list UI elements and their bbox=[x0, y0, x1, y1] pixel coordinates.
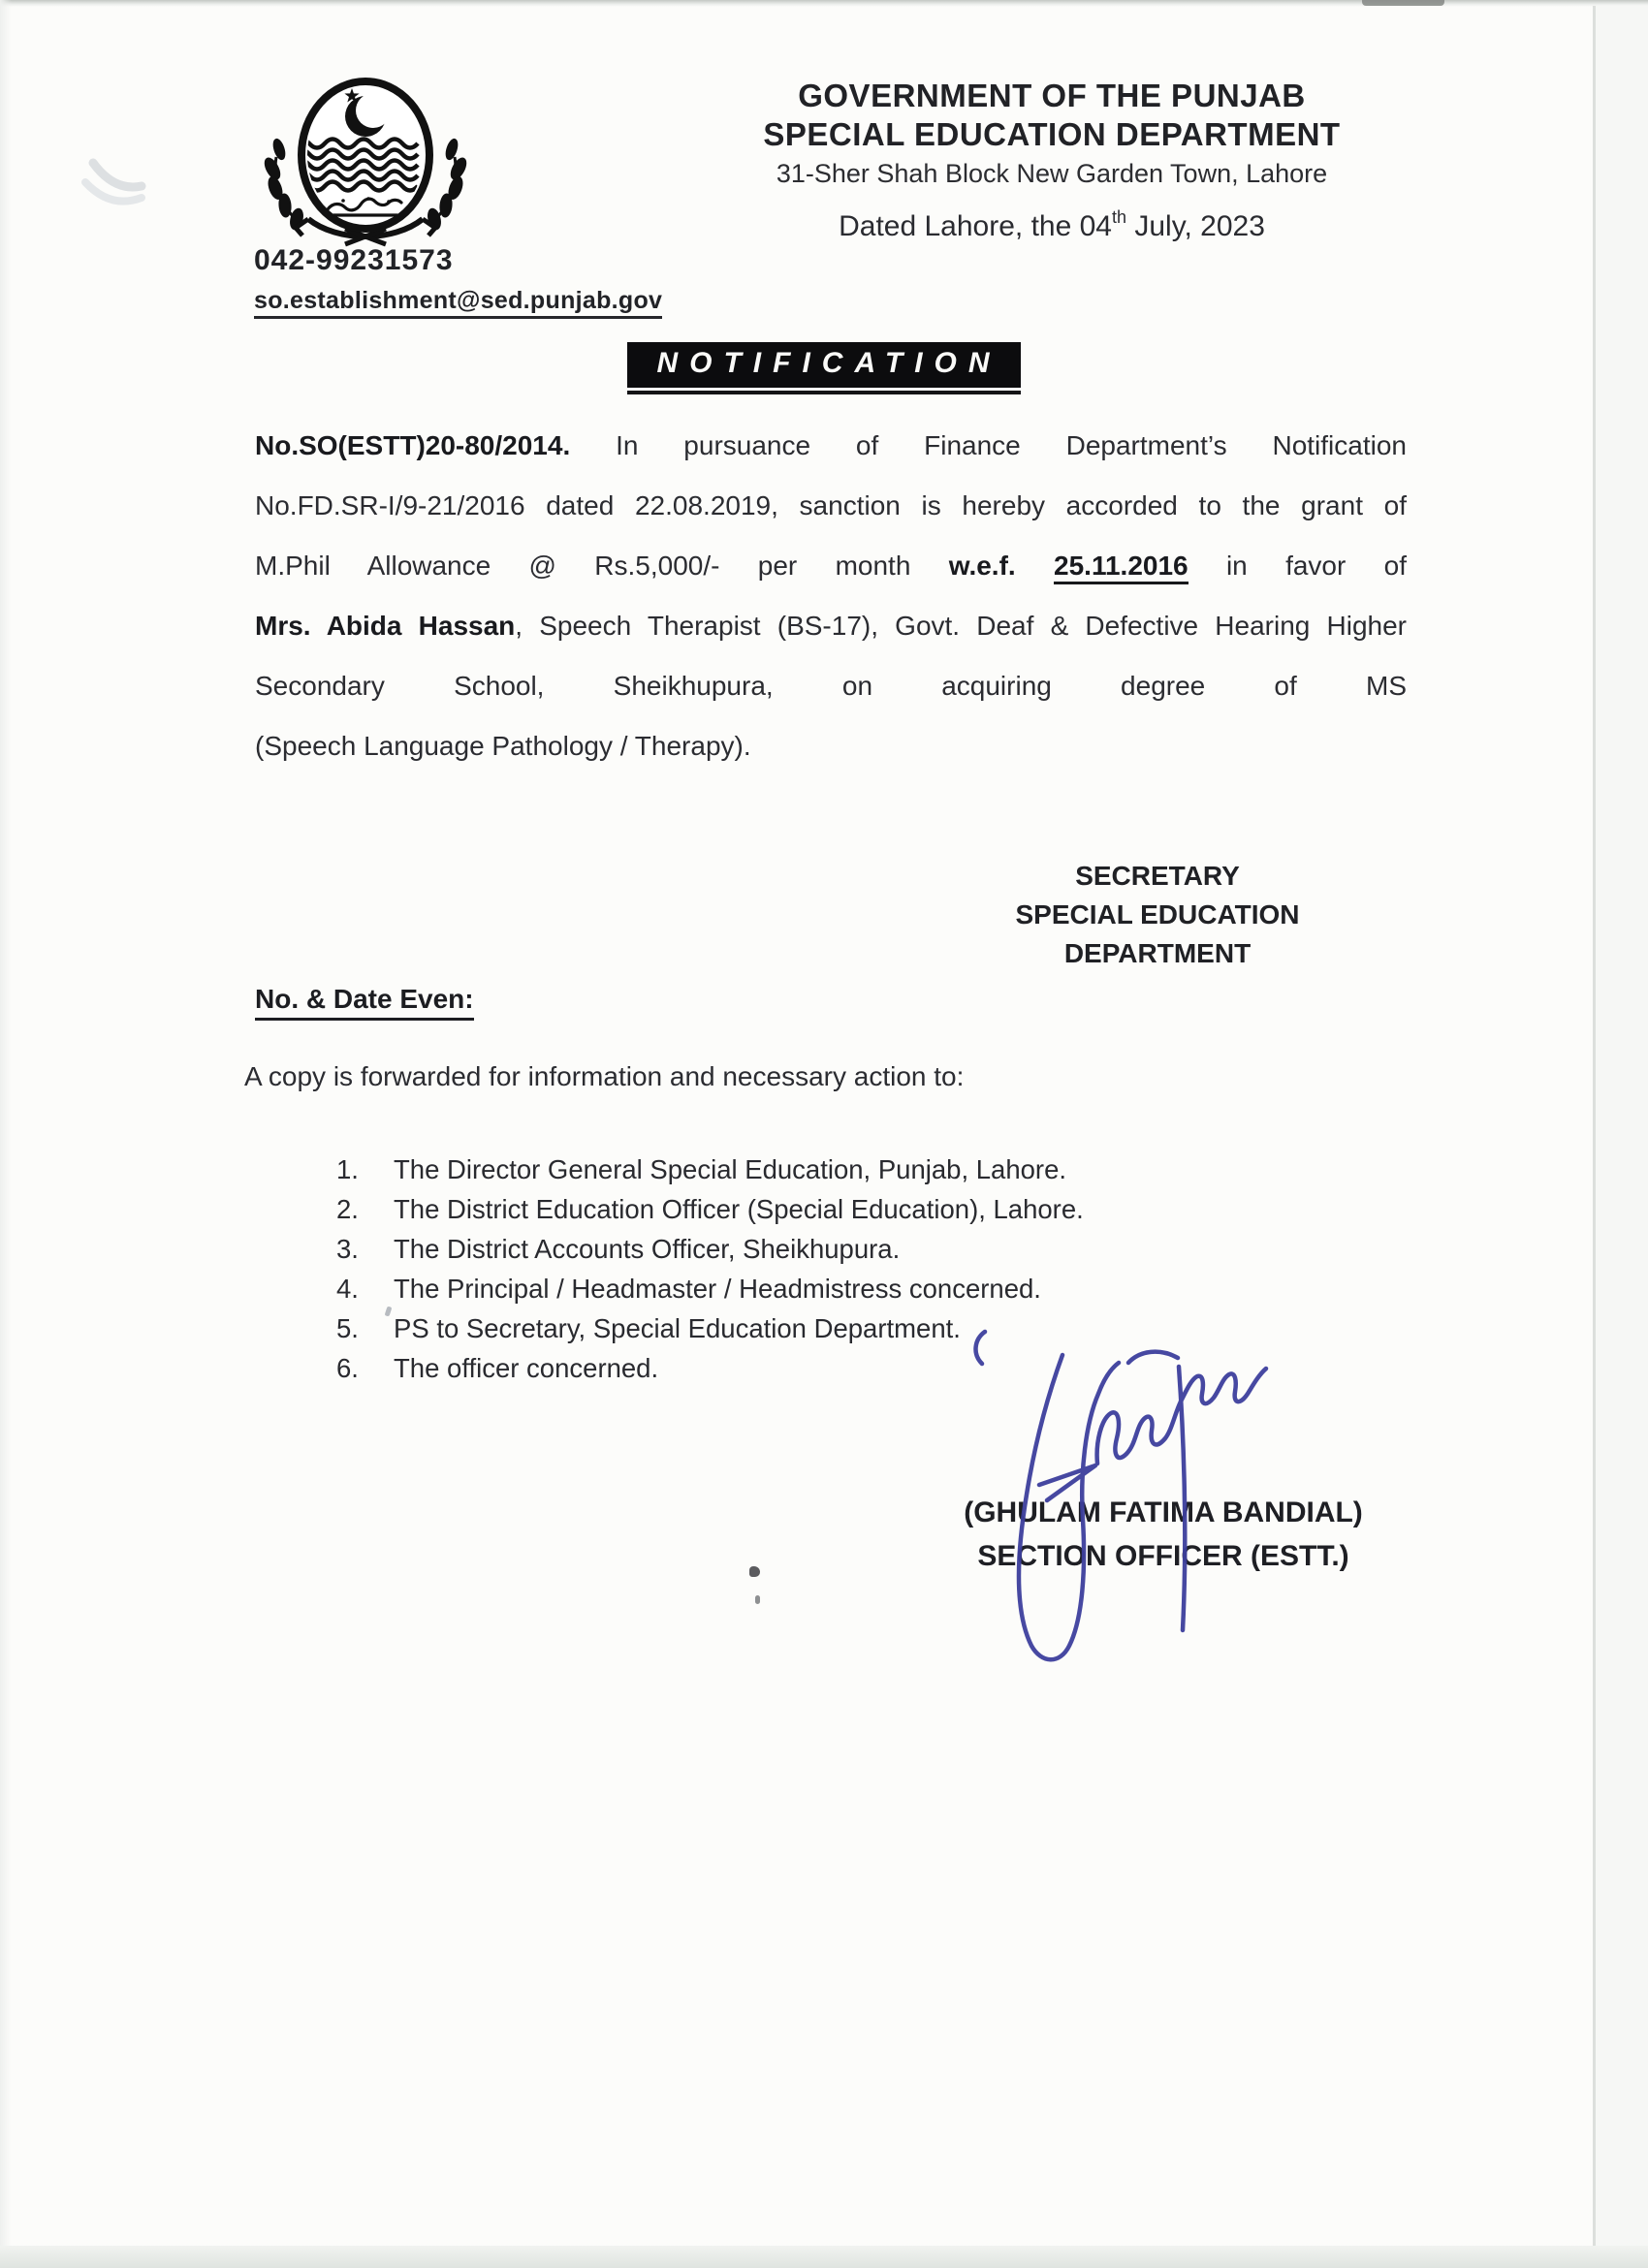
list-item-text: The District Education Officer (Special Education), Lahore. bbox=[394, 1194, 1084, 1224]
body-line bbox=[255, 416, 1407, 476]
body-text-run: , Speech Therapist (BS-17), Govt. Deaf & Defective Hearing Higher bbox=[515, 611, 1408, 641]
list-item-number: 5. bbox=[336, 1313, 359, 1343]
body-text-run: w.e.f. bbox=[948, 551, 1055, 581]
body-text-run: In pursuance of Finance Department’s Notification bbox=[570, 430, 1407, 460]
email-address: so.establishment@sed.punjab.gov bbox=[254, 287, 662, 319]
body-text-run: M.Phil Allowance @ Rs.5,000/- per month bbox=[255, 551, 949, 581]
date-prefix: Dated Lahore, the 04 bbox=[839, 210, 1112, 242]
distribution-list-item bbox=[336, 1189, 1084, 1229]
forwarding-line: A copy is forwarded for information and necessary action to: bbox=[244, 1061, 965, 1091]
body-line bbox=[255, 656, 1407, 716]
ink-speck bbox=[755, 1595, 760, 1604]
scan-top-smudge bbox=[1362, 0, 1444, 6]
scan-left-edge bbox=[0, 0, 12, 2268]
notification-title-wrap bbox=[0, 342, 1648, 394]
notification-title: NOTIFICATION bbox=[627, 342, 1020, 388]
distribution-list-item bbox=[336, 1269, 1084, 1308]
department-address: 31-Sher Shah Block New Garden Town, Lahore bbox=[776, 159, 1328, 188]
body-text-run: (Speech Language Pathology / Therapy). bbox=[255, 731, 751, 761]
body-line bbox=[255, 536, 1407, 596]
department-title: SPECIAL EDUCATION DEPARTMENT bbox=[763, 116, 1341, 152]
reference-label: No. & Date Even: bbox=[255, 984, 474, 1021]
department-heading bbox=[664, 77, 1440, 191]
list-item-text: The Director General Special Education, Punjab, Lahore. bbox=[394, 1154, 1067, 1184]
handwritten-signature bbox=[950, 1318, 1318, 1764]
body-text-run: No.SO(ESTT)20-80/2014. bbox=[255, 430, 571, 460]
body-text-run: in favor of bbox=[1188, 551, 1407, 581]
secretary-line: SECRETARY bbox=[1075, 861, 1240, 891]
phone-number: 042-99231573 bbox=[254, 244, 454, 276]
secretary-line: DEPARTMENT bbox=[1063, 938, 1252, 968]
secretary-block bbox=[944, 857, 1371, 973]
distribution-list-item bbox=[336, 1150, 1084, 1189]
list-item-text: PS to Secretary, Special Education Department. bbox=[394, 1313, 961, 1343]
contact-block bbox=[254, 244, 662, 319]
list-item-number: 2. bbox=[336, 1194, 359, 1224]
notification-title-underline bbox=[627, 342, 1020, 394]
date-ordinal: th bbox=[1112, 207, 1127, 227]
list-item-number: 6. bbox=[336, 1353, 359, 1383]
ink-speck bbox=[749, 1566, 760, 1577]
punjab-government-crest-logo bbox=[260, 76, 471, 250]
scan-bottom-edge bbox=[0, 2246, 1648, 2268]
body-text-run: No.FD.SR-I/9-21/2016 dated 22.08.2019, sanction is hereby accorded to the grant of bbox=[255, 490, 1407, 520]
list-item-text: The District Accounts Officer, Sheikhupura. bbox=[394, 1234, 901, 1264]
body-line bbox=[255, 476, 1407, 536]
date-suffix: July, 2023 bbox=[1126, 210, 1265, 242]
signatory-name: (GHULAM FATIMA BANDIAL) bbox=[964, 1496, 1363, 1528]
list-item-number: 4. bbox=[336, 1274, 359, 1304]
signatory-title: SECTION OFFICER (ESTT.) bbox=[977, 1540, 1349, 1572]
body-line bbox=[255, 596, 1407, 656]
list-item-text: The Principal / Headmaster / Headmistress concerned. bbox=[394, 1274, 1041, 1304]
secretary-line: SPECIAL EDUCATION bbox=[1015, 899, 1300, 929]
list-item-number: 1. bbox=[336, 1154, 359, 1184]
list-item-number: 3. bbox=[336, 1234, 359, 1264]
distribution-list-item bbox=[336, 1229, 1084, 1269]
list-item-text: The officer concerned. bbox=[394, 1353, 659, 1383]
government-title: GOVERNMENT OF THE PUNJAB bbox=[798, 78, 1306, 113]
body-line bbox=[255, 716, 1407, 776]
body-text-run: Secondary School, Sheikhupura, on acquiring degree of MS bbox=[255, 671, 1407, 701]
body-text-run: 25.11.2016 bbox=[1054, 551, 1188, 584]
faint-smudge-mark bbox=[76, 136, 192, 223]
body-text-run: Mrs. Abida Hassan bbox=[255, 611, 516, 641]
notification-body bbox=[255, 416, 1407, 776]
date-line bbox=[664, 207, 1440, 243]
